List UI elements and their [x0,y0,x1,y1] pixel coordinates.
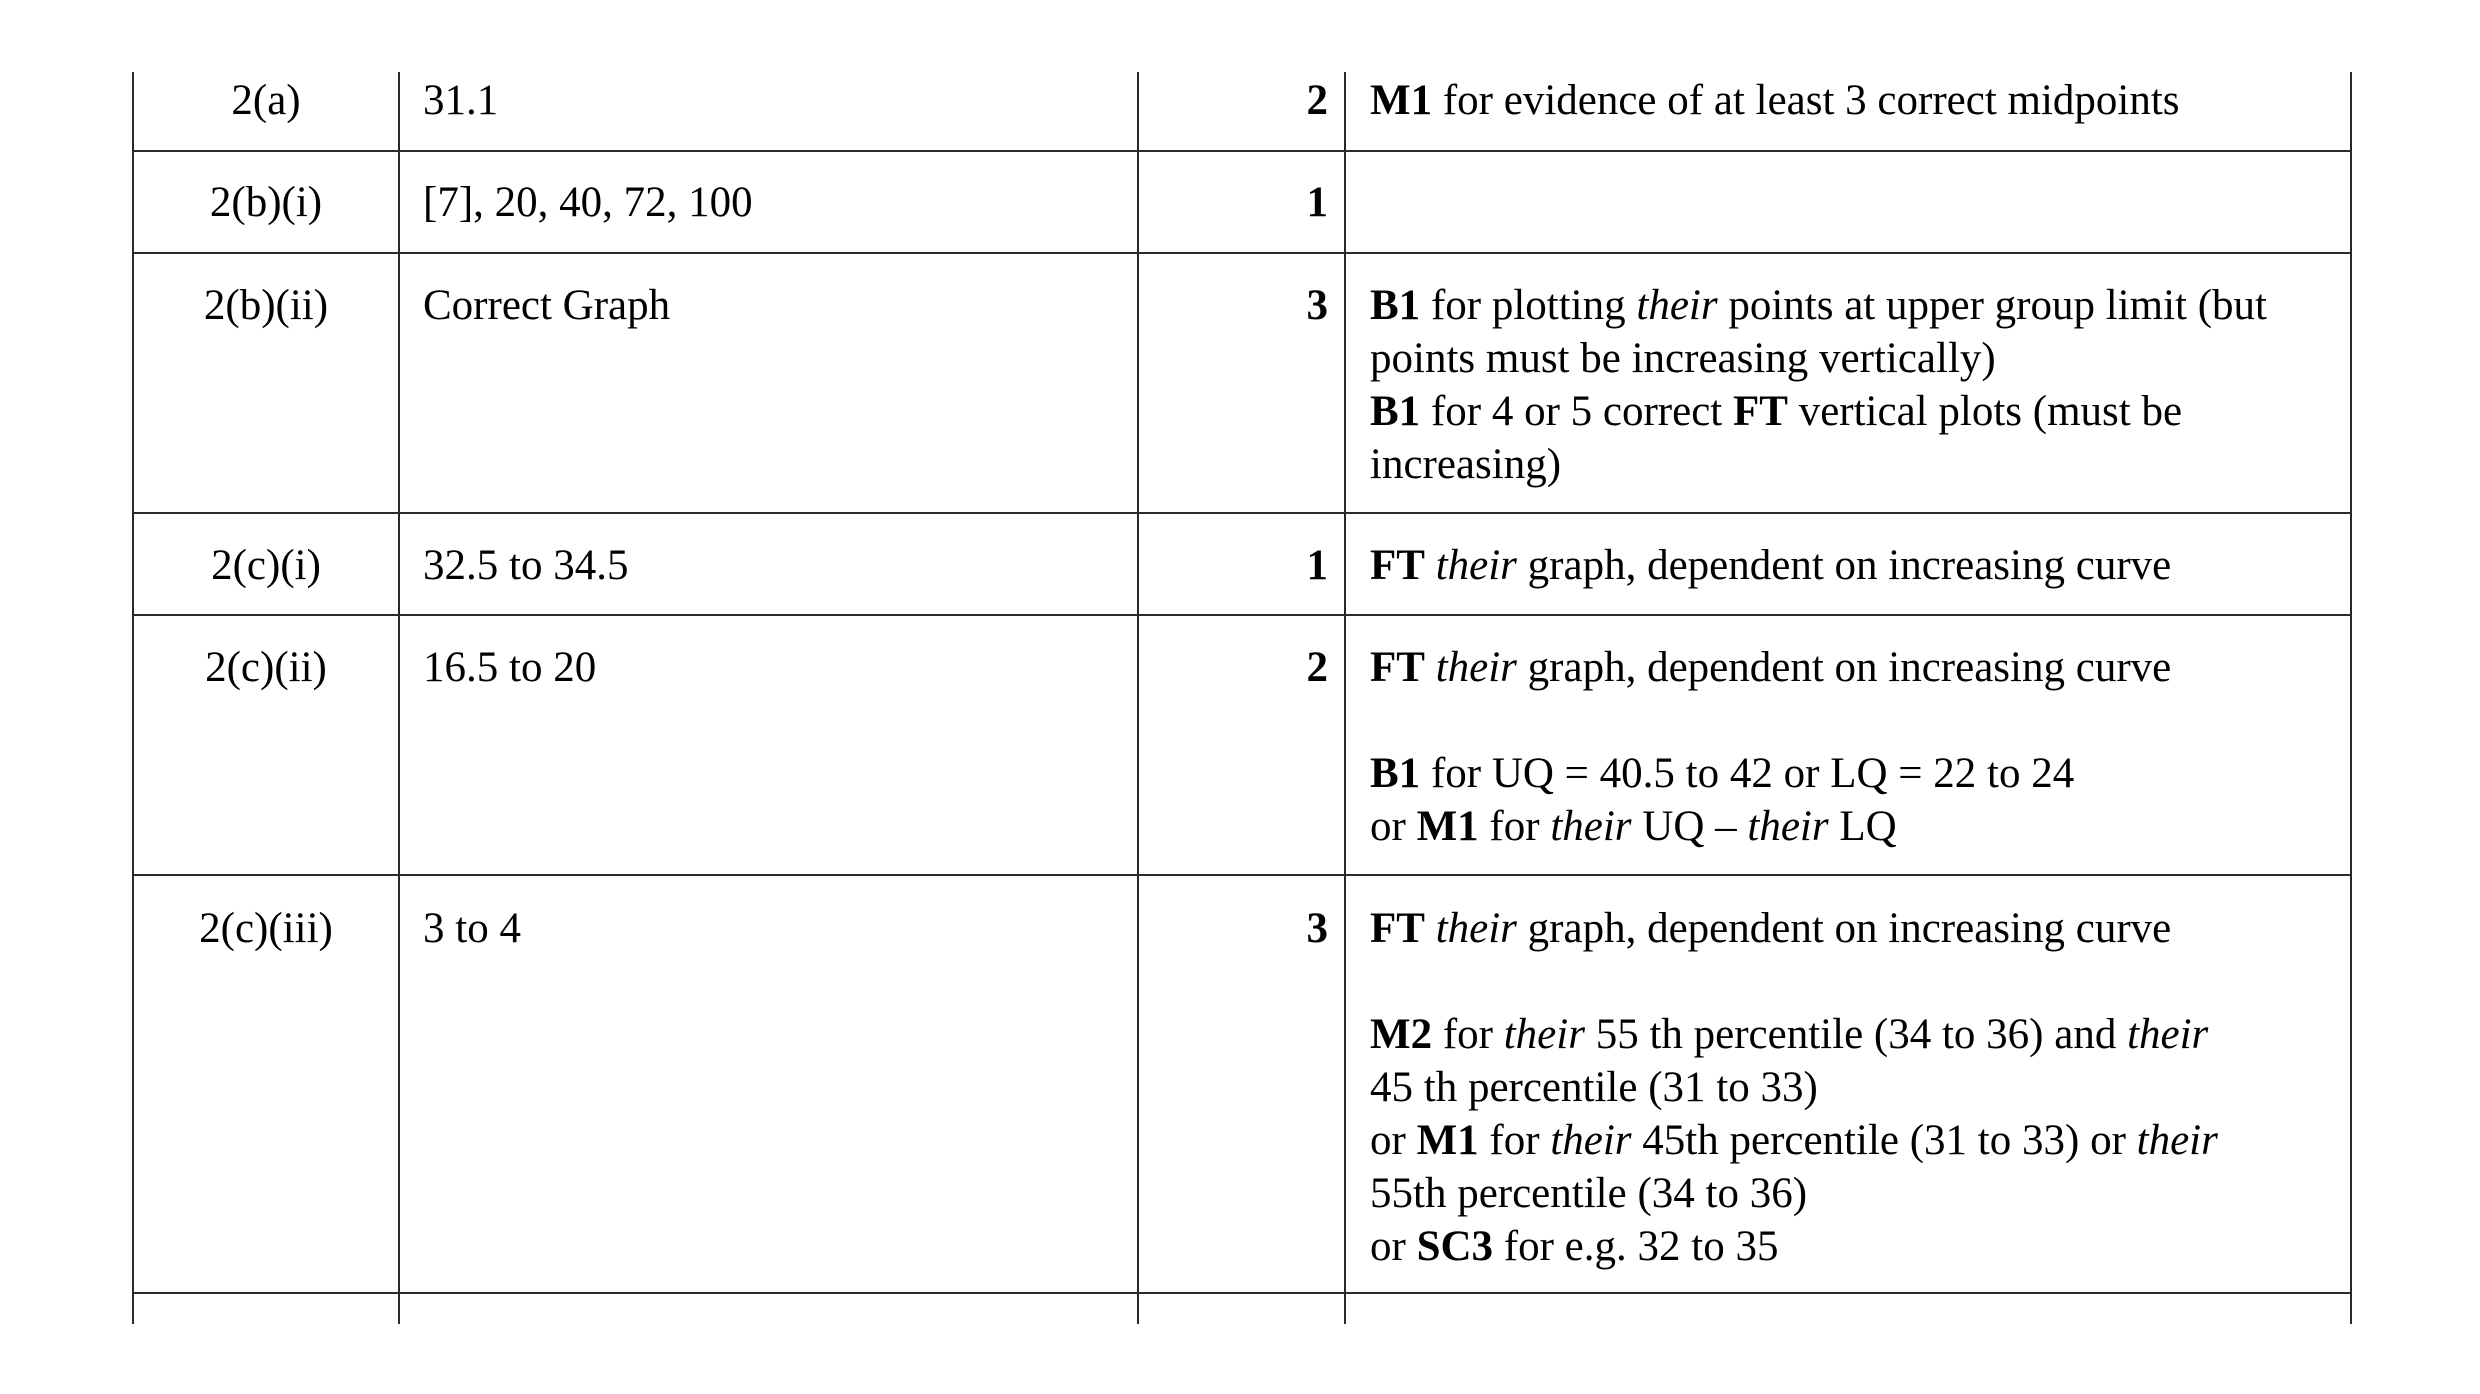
guidance-line [1370,1061,2218,1114]
guidance-text: for [1432,1011,1504,1058]
mark-code: B1 [1370,282,1421,329]
emphasis-text: their [1550,1117,1632,1164]
marks-cell: 2 [1306,644,1328,691]
question-number: 2(c)(ii) [205,644,327,691]
guidance-text: for [1478,1117,1551,1164]
answer-cell: [7], 20, 40, 72, 100 [423,179,753,226]
guidance-text: or [1370,1223,1417,1270]
emphasis-text: their [1636,282,1718,329]
row-rule [132,150,2352,152]
mark-code: M2 [1370,1011,1433,1058]
mark-code: FT [1733,388,1788,435]
question-number: 2(a) [231,77,301,124]
guidance-line [1370,539,2171,592]
mark-code: B1 [1370,388,1421,435]
emphasis-text: their [1550,803,1632,850]
emphasis-text: their [1435,644,1517,691]
guidance-line [1370,279,2267,332]
guidance-line [1370,332,2267,385]
guidance-cell [1370,902,2218,1273]
mark-code: M1 [1370,77,1433,124]
guidance-line [1370,902,2218,955]
emphasis-text: their [1435,905,1517,952]
guidance-text: or [1370,803,1417,850]
question-number: 2(b)(i) [209,179,323,226]
answer-cell: 16.5 to 20 [423,644,597,691]
guidance-text: vertical plots (must be [1787,388,2183,435]
guidance-line [1370,74,2180,127]
row-rule [132,874,2352,876]
guidance-text: for [1478,803,1551,850]
guidance-text: graph, dependent on increasing curve [1516,542,2172,589]
answer-cell: 31.1 [423,77,499,124]
guidance-text [1425,644,1436,691]
answer-cell: Correct Graph [423,282,671,329]
column-rule-question [398,72,400,1324]
row-rule [132,614,2352,616]
guidance-text: graph, dependent on increasing curve [1516,644,2172,691]
guidance-line [1370,438,2267,491]
guidance-line [1370,1008,2218,1061]
marks-cell: 1 [1306,542,1328,589]
row-rule [132,1292,2352,1294]
emphasis-text: their [1747,803,1829,850]
guidance-text: 45 th percentile (31 to 33) [1370,1064,1818,1111]
guidance-text: 55th percentile (34 to 36) [1370,1170,1808,1217]
guidance-line [1370,747,2171,800]
guidance-cell [1370,74,2180,127]
guidance-text: graph, dependent on increasing curve [1516,905,2172,952]
question-number: 2(b)(ii) [203,282,329,329]
mark-code: B1 [1370,750,1421,797]
row-rule [132,252,2352,254]
marks-cell: 1 [1306,179,1328,226]
column-rule-right [2350,72,2352,1324]
mark-code: FT [1370,542,1425,589]
row-rule [132,512,2352,514]
column-rule-answer [1137,72,1139,1324]
guidance-text: LQ [1828,803,1897,850]
guidance-text: points must be increasing vertically) [1370,335,1996,382]
guidance-line [1370,385,2267,438]
mark-code: FT [1370,905,1425,952]
answer-cell: 3 to 4 [423,905,521,952]
question-number: 2(c)(iii) [199,905,333,952]
emphasis-text: their [1503,1011,1585,1058]
guidance-text: 55 th percentile (34 to 36) and [1584,1011,2128,1058]
guidance-text: for 4 or 5 correct [1420,388,1733,435]
question-number: 2(c)(i) [211,542,321,589]
answer-cell: 32.5 to 34.5 [423,542,629,589]
guidance-text: increasing) [1370,441,1562,488]
mark-code: M1 [1416,803,1479,850]
guidance-line [1370,1167,2218,1220]
guidance-text: for UQ = 40.5 to 42 or LQ = 22 to 24 [1420,750,2075,797]
guidance-text: or [1370,1117,1417,1164]
column-rule-marks [1344,72,1346,1324]
mark-code: SC3 [1416,1223,1494,1270]
emphasis-text: their [2127,1011,2209,1058]
guidance-text [1425,905,1436,952]
guidance-text: for e.g. 32 to 35 [1493,1223,1779,1270]
guidance-text: points at upper group limit (but [1717,282,2267,329]
guidance-cell [1370,641,2171,853]
guidance-line [1370,1220,2218,1273]
marks-cell: 3 [1306,905,1328,952]
marks-cell: 3 [1306,282,1328,329]
guidance-blank-line [1370,955,2218,1008]
guidance-text: 45th percentile (31 to 33) or [1631,1117,2137,1164]
guidance-blank-line [1370,694,2171,747]
column-rule-left [132,72,134,1324]
guidance-line [1370,800,2171,853]
marks-cell: 2 [1306,77,1328,124]
guidance-text [1425,542,1436,589]
guidance-text: UQ – [1631,803,1748,850]
guidance-text: for plotting [1420,282,1637,329]
guidance-line [1370,1114,2218,1167]
guidance-cell [1370,279,2267,491]
guidance-line [1370,641,2171,694]
guidance-text: for evidence of at least 3 correct midpoints [1432,77,2180,124]
emphasis-text: their [2136,1117,2218,1164]
guidance-cell [1370,539,2171,592]
emphasis-text: their [1435,542,1517,589]
mark-code: M1 [1416,1117,1479,1164]
mark-code: FT [1370,644,1425,691]
